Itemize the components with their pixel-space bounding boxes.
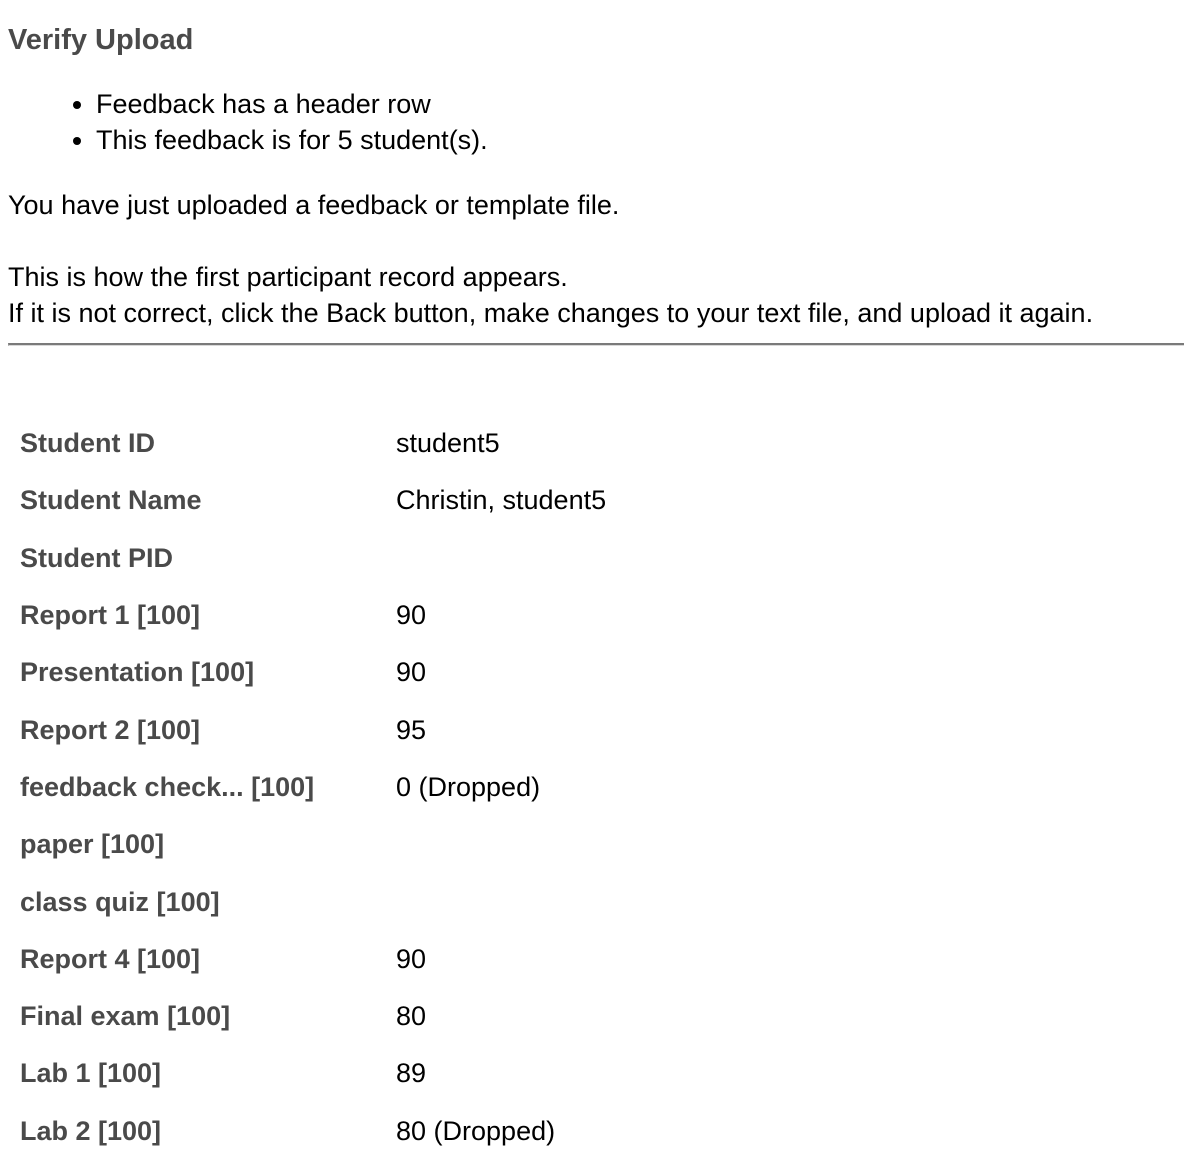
info-item-student-count: • This feedback is for 5 student(s).: [96, 122, 488, 158]
field-label: Lab 1 [100]: [20, 1058, 162, 1089]
field-label: Report 2 [100]: [20, 714, 201, 745]
field-label: Student ID: [20, 428, 155, 459]
field-value: 95: [396, 714, 427, 745]
field-value: 0 (Dropped): [396, 771, 541, 802]
record-row: [20, 1045, 606, 1102]
record-row: [20, 873, 606, 930]
field-value: [396, 873, 606, 930]
record-row: [20, 701, 606, 758]
field-value: 89: [396, 1058, 427, 1089]
field-label: Final exam [100]: [20, 1001, 231, 1032]
page-title: Verify Upload: [8, 24, 194, 56]
field-value: 90: [396, 657, 427, 688]
field-label: Student PID: [20, 542, 173, 573]
field-label: Lab 2 [100]: [20, 1115, 162, 1146]
upload-info-list: [58, 86, 488, 158]
field-value: Christin, student5: [396, 485, 607, 516]
field-label: feedback check... [100]: [20, 771, 315, 802]
field-label: class quiz [100]: [20, 886, 220, 917]
instructions-text: [8, 259, 1093, 331]
record-row: [20, 759, 606, 816]
upload-message: You have just uploaded a feedback or template file.: [8, 190, 620, 220]
field-label: Student Name: [20, 485, 202, 516]
record-row: [20, 1103, 606, 1160]
field-value: 80 (Dropped): [396, 1115, 556, 1146]
field-value: [396, 530, 606, 587]
field-value: 90: [396, 600, 427, 631]
section-divider: [8, 343, 1184, 346]
field-value: 90: [396, 943, 427, 974]
field-label: Presentation [100]: [20, 657, 255, 688]
record-row: [20, 415, 606, 472]
instructions-line-1: This is how the first participant record appears.: [8, 262, 568, 292]
record-row: [20, 644, 606, 701]
record-row: [20, 587, 606, 644]
field-value: 80: [396, 1001, 427, 1032]
record-row: [20, 816, 606, 873]
participant-record-table: [20, 415, 606, 1160]
record-row: [20, 530, 606, 587]
record-row: [20, 988, 606, 1045]
field-value: student5: [396, 428, 500, 459]
field-label: Report 1 [100]: [20, 600, 201, 631]
field-label: paper [100]: [20, 829, 165, 860]
field-label: Report 4 [100]: [20, 943, 201, 974]
record-row: [20, 931, 606, 988]
record-row: [20, 472, 606, 529]
info-item-header-row: • Feedback has a header row: [96, 86, 488, 122]
instructions-line-2: If it is not correct, click the Back button, make changes to your text file, and upload it again.: [8, 298, 1094, 328]
field-value: [396, 816, 606, 873]
